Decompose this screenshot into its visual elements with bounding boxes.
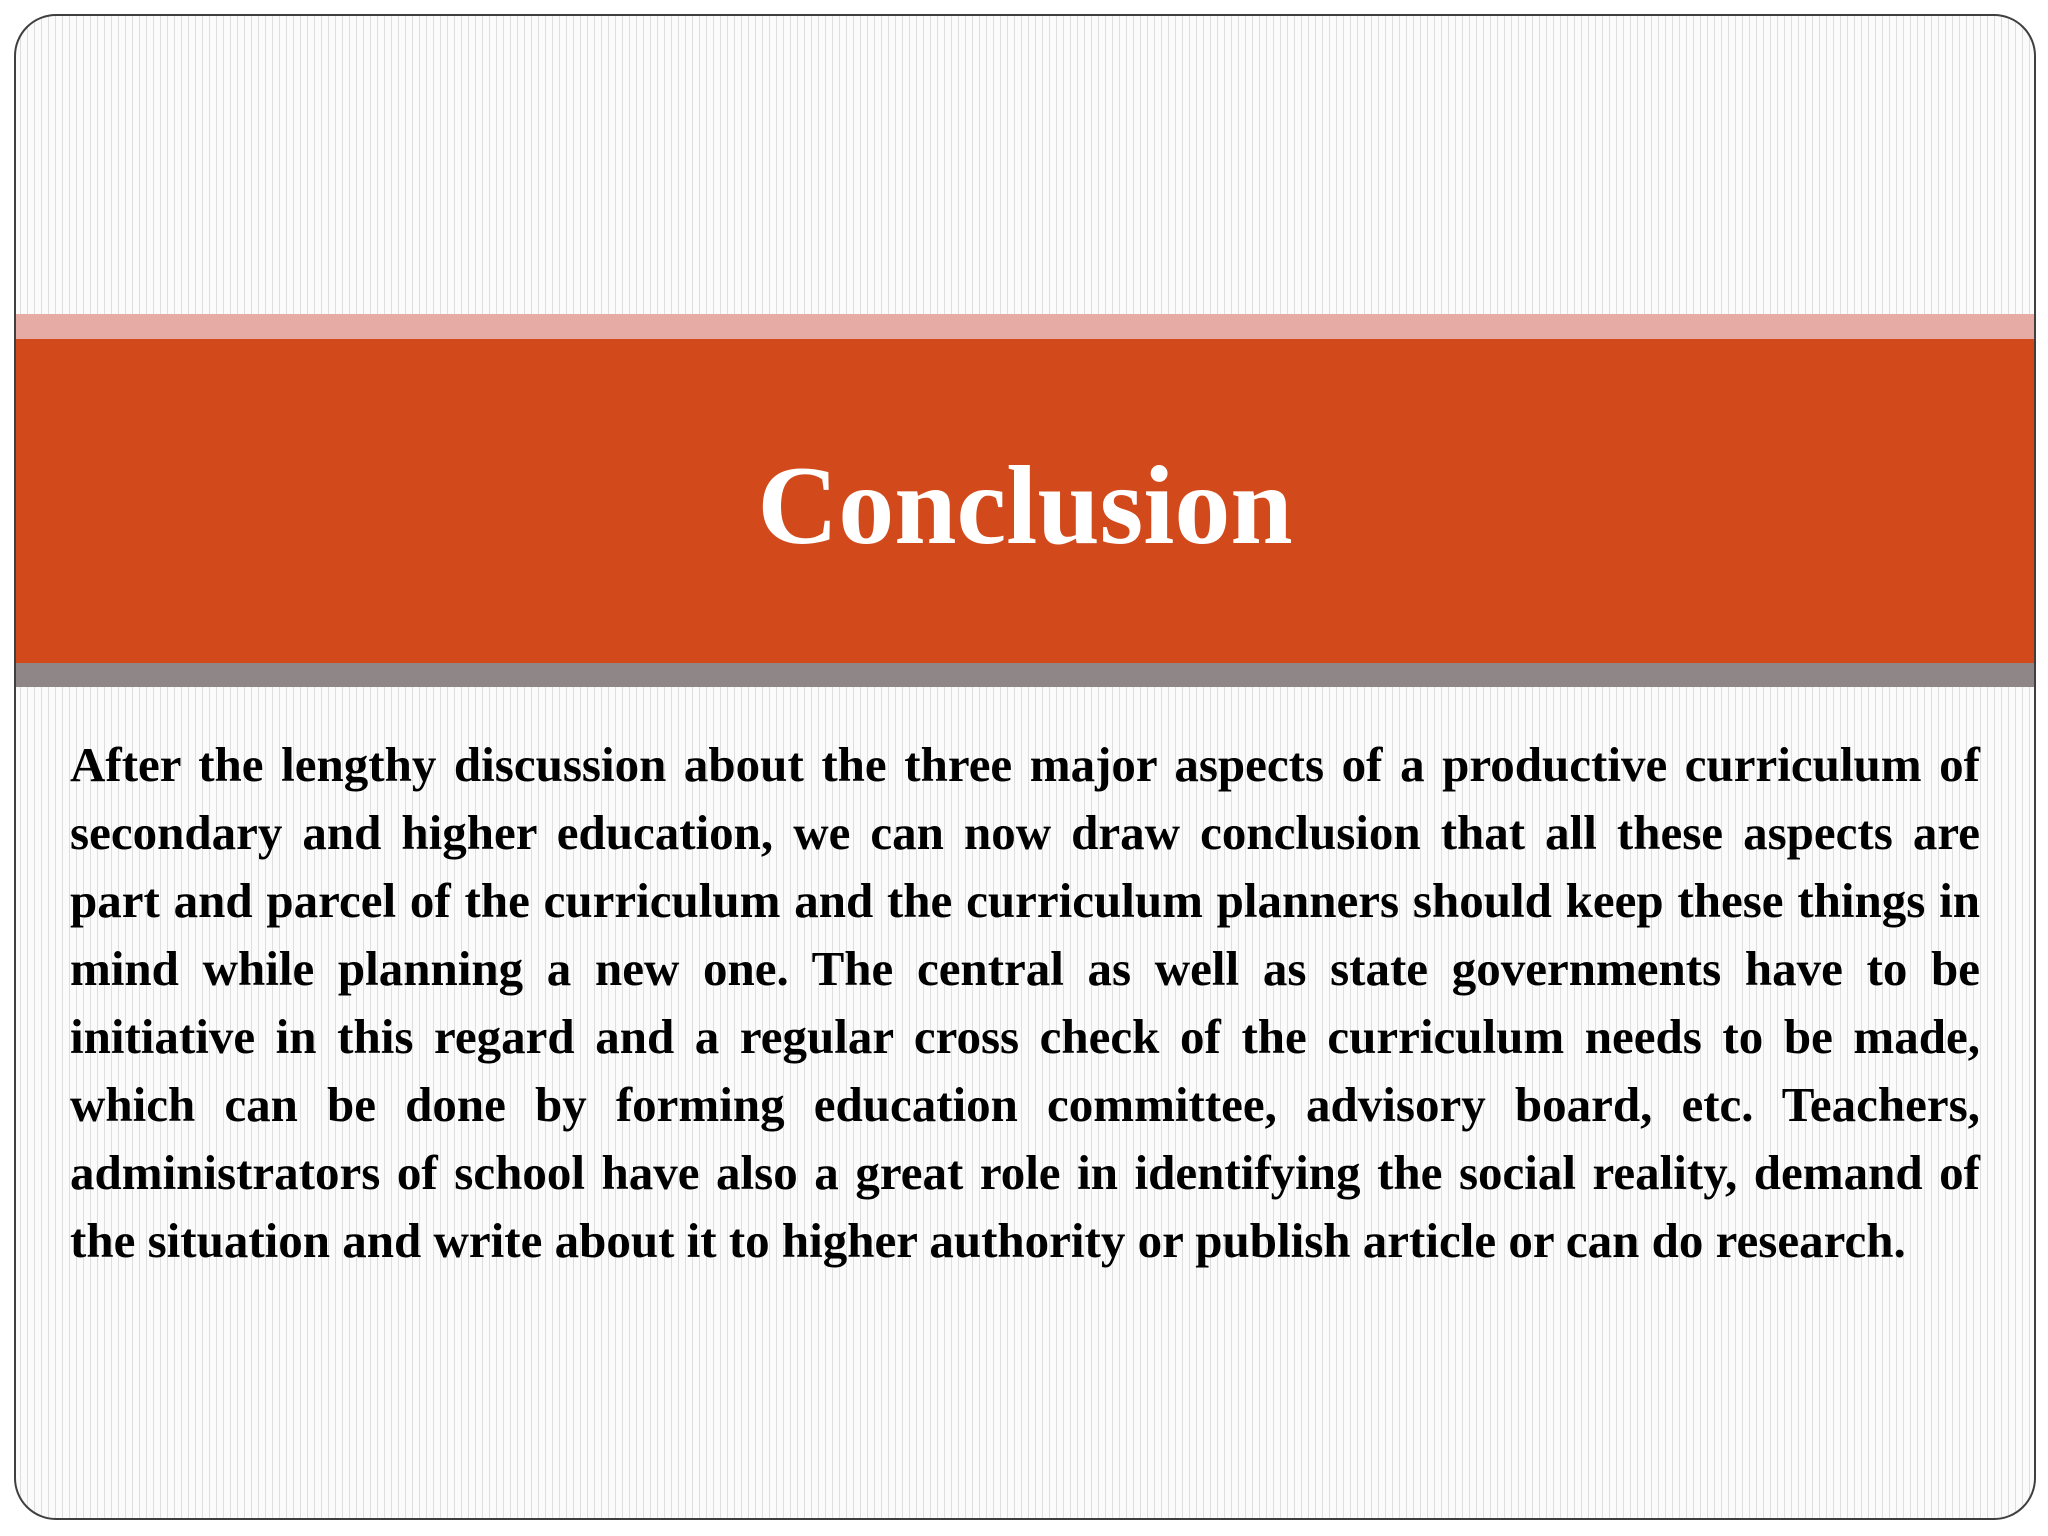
slide-body-text: After the lengthy discussion about the three major aspects of a productive curriculum of secondary and higher education, we can now draw conclusion that all these aspects are part and parcel of the curriculum and the curriculum planners should keep these things in mind while planning a new one. The central as well as state governments have to be initiative in this regard and a regular cross check of the curriculum needs to be made, which can be done by forming education committee, advisory board, etc. Teachers, administrators of school have also a great role in identifying the social reality, demand of the situation and write about it to higher authority or publish article or can do research. [70, 737, 1980, 1268]
title-accent-stripe-bottom [16, 663, 2034, 687]
title-banner [16, 339, 2034, 663]
slide [14, 14, 2036, 1520]
title-accent-stripe-top [16, 314, 2034, 339]
slide-title: Conclusion [757, 444, 1293, 568]
